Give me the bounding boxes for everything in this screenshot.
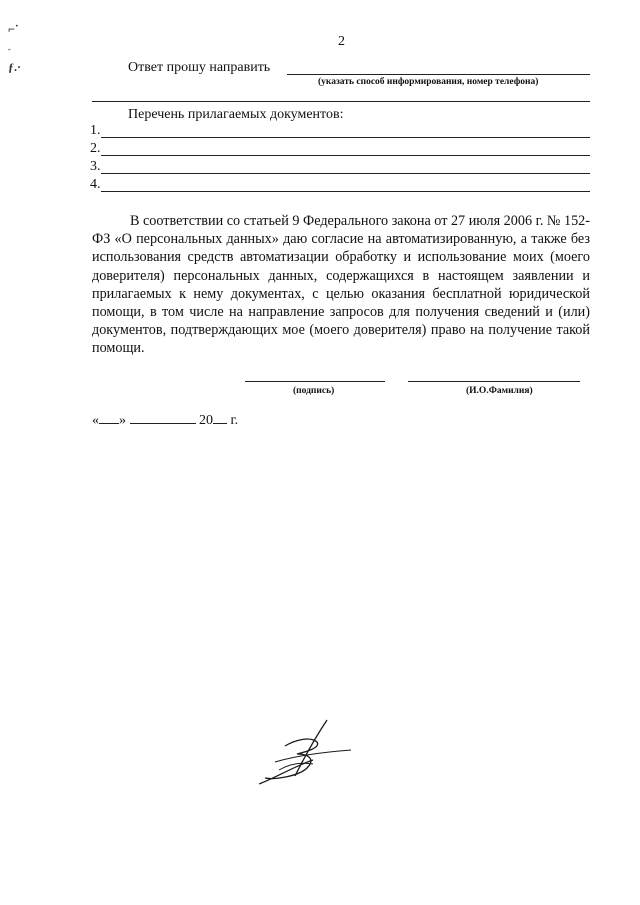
handwritten-signature (255, 718, 355, 788)
signature-caption: (подпись) (293, 386, 335, 396)
response-label: Ответ прошу направить (128, 60, 271, 75)
page-number: 2 (338, 34, 345, 49)
attachments-heading: Перечень прилагаемых документов: (128, 107, 344, 122)
date-year-suffix: г. (230, 413, 239, 428)
signature-line[interactable] (245, 381, 385, 382)
attachment-line (101, 173, 590, 174)
response-field-line[interactable] (287, 74, 590, 75)
response-field-line-2[interactable] (92, 101, 590, 102)
attachment-item[interactable] (90, 159, 590, 175)
name-line[interactable] (408, 381, 580, 382)
attachment-item[interactable] (90, 177, 590, 193)
attachment-number: 1. (90, 123, 101, 138)
response-hint: (указать способ информирования, номер телефона) (318, 77, 539, 87)
date-month-field[interactable] (130, 411, 196, 424)
attachment-number: 4. (90, 177, 101, 192)
attachment-line (101, 155, 590, 156)
date-line (92, 411, 238, 429)
date-day-field[interactable] (99, 411, 119, 424)
date-year-field[interactable] (213, 411, 227, 424)
date-open-quote: « (92, 413, 99, 428)
date-close-quote: » (119, 413, 126, 428)
name-caption: (И.О.Фамилия) (466, 386, 533, 396)
attachment-number: 3. (90, 159, 101, 174)
attachment-line (101, 191, 590, 192)
margin-mark: ƒ.· (8, 60, 22, 74)
consent-paragraph: В соответствии со статьей 9 Федерального закона от 27 июля 2006 г. № 152-ФЗ «О персональных данных» даю согласие на автоматизированную, а также без использования средств автоматизации обработку и использование моих (моего доверителя) персональных данных, содержащихся в настоящем заявлении и прилагаемых к нему документах, с целью оказания бесплатной юридической помощи, в том числе на направление запросов для получения сведений и (или) документов, подтверждающих мое (моего доверителя) право на получение такой помощи. (92, 213, 591, 357)
date-year-prefix: 20 (199, 413, 213, 428)
margin-mark: ˘ (8, 48, 11, 57)
margin-mark: ⌐˙ (8, 22, 19, 36)
attachment-item[interactable] (90, 123, 590, 139)
attachment-item[interactable] (90, 141, 590, 157)
attachment-number: 2. (90, 141, 101, 156)
attachment-line (101, 137, 590, 138)
